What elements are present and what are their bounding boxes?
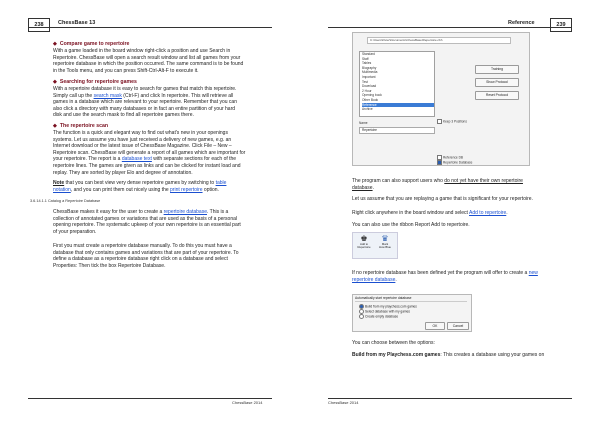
options-group (359, 304, 417, 319)
scan-section: ◆ The repertoire scan (53, 123, 109, 129)
compare-section: ◆ Compare game to repertoire (53, 41, 130, 47)
reset-protocol-button[interactable]: Reset Protocol (475, 91, 519, 100)
footer-rule (328, 398, 572, 399)
repertoire-database-link[interactable]: repertoire database (352, 276, 396, 283)
add-to-repertoire-ribbon-button[interactable]: ♚ Add to Repertoire (355, 234, 373, 249)
search-section: ◆ Searching for repertoire games (53, 79, 137, 85)
compare-body: With a game loaded in the board window right-click a position and use Search in Repertoire. ChessBase will open a search result window and list all games from your repertoire database in which the position occurred. The same command is to be found in the Tools menu, and you can press Shift-Ctrl-Alt-F to execute it. (53, 48, 244, 74)
reference-db-checkbox[interactable]: Reference DB (437, 155, 463, 160)
header-title: ChessBase 13 (58, 20, 96, 26)
new-link[interactable]: new (528, 270, 538, 276)
choose-paragraph: You can choose between the options: (352, 340, 435, 346)
support-paragraph: The program can also support users who do not yet have their own repertoire database. (352, 178, 523, 191)
ribbon-paragraph: You can also use the ribbon Report Add to repertoire. (352, 222, 470, 228)
header-rule (28, 27, 272, 28)
chess-piece-blue-icon: ♛ (381, 234, 389, 243)
category-list (359, 51, 435, 117)
name-label: Name (359, 121, 368, 125)
search-body: With a repertoire database it is easy to search for games that match this repertoire. Simply call up the search mask (Ctrl-F) and click In repertoire. This will retrieve all games in a database which are relevant to your repertoire. Remember that you can also click a directory with many databases or in fact an entire partition of your hard disk and use the search mask to find all repertoire games there. (53, 86, 237, 119)
search-mask-link[interactable]: search mask (93, 92, 122, 99)
footer-rule (28, 398, 272, 399)
notation-link[interactable]: notation (53, 186, 71, 193)
name-field[interactable]: Repertoire (359, 127, 435, 134)
keep-positions-checkbox[interactable]: Keep 3 Positions (437, 119, 467, 124)
option-select-database[interactable]: Select database with my games (359, 309, 417, 314)
build-option-paragraph: Build from my Playchess.com games: This creates a database using your games on (352, 352, 545, 358)
ok-button[interactable]: OK (425, 322, 445, 330)
catalog-body-2: First you must create a repertoire database manually. To do this you must have a database that only contains games and variations that are part of your repertoire. To define a database as a repertoire database right click on a database and select Properties: Then tick the box Repertoire Database. (53, 243, 239, 269)
sub-heading: 3.6.14.1.1 Catalog a Repertoire Database (30, 199, 101, 203)
option-create-empty[interactable]: Create empty database (359, 314, 417, 319)
table-link[interactable]: table (215, 180, 227, 186)
page-number: 239 (550, 18, 572, 32)
list-item: 2 Hour (362, 88, 372, 93)
option-build-from-playchess[interactable]: Build from my playchess.com games (359, 304, 417, 309)
catalog-body-1: ChessBase makes it easy for the user to create a repertoire database. This is a collection of annotated games or variations that are used as the basis of a personal opening repertoire. The systematic upkeep of your own repertoire is an essential part of your preparation. (53, 209, 241, 235)
training-button[interactable]: Training (475, 65, 519, 74)
mark-ribbon-button[interactable]: ♛ Mark How Blue (376, 234, 394, 249)
list-item: Biography (362, 65, 377, 70)
right-page (300, 0, 600, 424)
no-database-paragraph: If no repertoire database has been defined yet the program will offer to create a new repertoire database. (352, 270, 538, 283)
properties-dialog-image (352, 32, 530, 166)
scan-body: The function is a quick and elegant way to find out what's new in your openings systems. Let us assume you have just received a delivery of new games, e.g. an Internet download or the latest issue of ChessBase Magazine. Click File – New – Repertoire scan. ChessBase will generate a report of all games which are important for your repertoire. The report is a database text with separate sections for each of the repertoire lines. The games are given as links and can be clicked for instant load and replay. They are sorted by player Elo and degree of annotation. (53, 130, 246, 176)
page-number: 238 (28, 18, 50, 32)
list-item: Important (362, 74, 376, 79)
list-item: Download (362, 84, 377, 89)
list-item: Tables (362, 61, 372, 66)
chess-king-icon: ♚ (360, 234, 368, 243)
list-item: Archive (362, 107, 373, 112)
dialog-title: Automatically start repertoire database (355, 296, 412, 300)
footer-text: ChessBase 2014 (232, 400, 263, 405)
list-item-selected: Reference (362, 103, 434, 108)
path-field: C:\Users\Peter\Documents\ChessBase\Repertoire.cbh (367, 37, 511, 44)
list-item: Opening book (362, 93, 382, 98)
right-click-paragraph: Right click anywhere in the board window and select Add to repertoire. (352, 210, 508, 216)
list-item: Test (362, 79, 368, 84)
auto-repertoire-dialog-image (352, 294, 472, 332)
ribbon-image (352, 232, 398, 259)
note-paragraph: Note that you can best view very dense repertoire games by switching to table notation, and you can print them out nicely using the print repertoire option. (53, 180, 227, 193)
show-protocol-button[interactable]: Show Protocol (475, 78, 519, 87)
repertoire-database-link[interactable]: repertoire database (163, 209, 207, 215)
header-title: Reference (508, 20, 535, 26)
compare-heading: Compare game to repertoire (59, 41, 130, 47)
database-text-link[interactable]: database text (121, 156, 152, 163)
footer-text: ChessBase 2014 (328, 400, 359, 405)
list-item: Multimedia (362, 70, 378, 75)
cancel-button[interactable]: Cancel (447, 322, 469, 330)
add-to-repertoire-link[interactable]: Add to repertoire (469, 210, 507, 216)
scan-heading: The repertoire scan (59, 123, 109, 129)
list-item: Standard (362, 52, 375, 56)
search-heading: Searching for repertoire games (59, 79, 137, 85)
repertoire-db-checkbox[interactable]: Repertoire Database (437, 160, 472, 165)
print-repertoire-link[interactable]: print repertoire (170, 186, 203, 193)
note-label: Note (53, 180, 65, 186)
header-rule (328, 27, 572, 28)
list-item: Other Book (362, 97, 379, 102)
assume-paragraph: Let us assume that you are replaying a game that is significant for your repertoire. (352, 196, 533, 202)
dialog-divider (355, 301, 467, 302)
list-item: Staff (362, 56, 369, 61)
